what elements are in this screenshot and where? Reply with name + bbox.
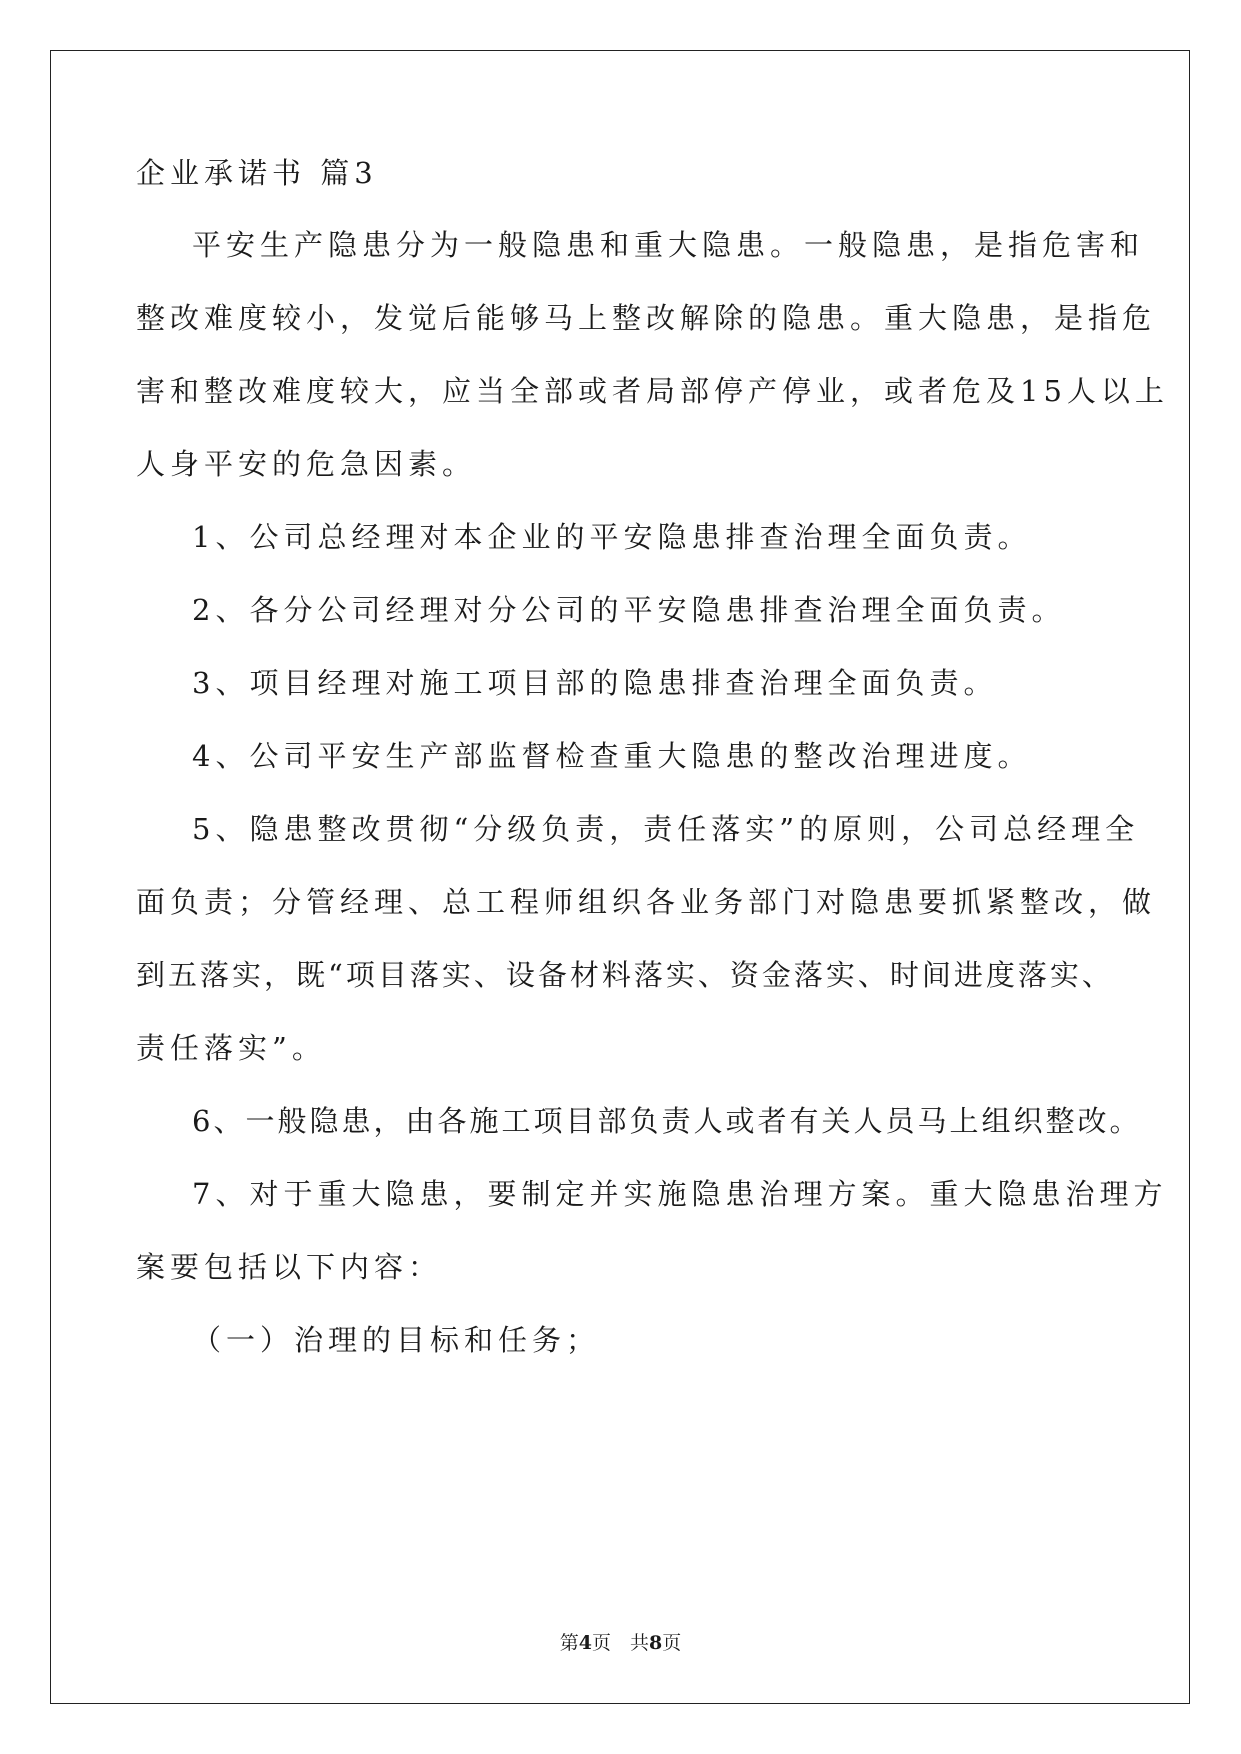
list-item: 2、各分公司经理对分公司的平安隐患排查治理全面负责。 xyxy=(192,593,1066,627)
paragraph-line: 整改难度较小，发觉后能够马上整改解除的隐患。重大隐患，是指危 xyxy=(136,301,1157,335)
footer-mid: 页 共 xyxy=(591,1632,649,1654)
list-item: 3、项目经理对施工项目部的隐患排查治理全面负责。 xyxy=(192,666,998,700)
footer-suffix: 页 xyxy=(662,1632,682,1654)
footer-prefix: 第 xyxy=(559,1632,579,1654)
document-heading: 企业承诺书 篇3 xyxy=(136,156,378,190)
sub-item: （一）治理的目标和任务； xyxy=(192,1323,601,1357)
paragraph-line: 面负责；分管经理、总工程师组织各业务部门对隐患要抓紧整改，做 xyxy=(136,885,1157,919)
list-item: 4、公司平安生产部监督检查重大隐患的整改治理进度。 xyxy=(192,739,1032,773)
paragraph-line: 到五落实，既“项目落实、设备材料落实、资金落实、时间进度落实、 xyxy=(136,958,1114,992)
paragraph-line: 人身平安的危急因素。 xyxy=(136,447,477,481)
list-item: 1、公司总经理对本企业的平安隐患排查治理全面负责。 xyxy=(192,520,1032,554)
total-page-number: 8 xyxy=(649,1632,663,1654)
list-item: 5、隐患整改贯彻“分级负责，责任落实”的原则，公司总经理全 xyxy=(192,812,1140,846)
list-item: 6、一般隐患，由各施工项目部负责人或者有关人员马上组织整改。 xyxy=(192,1104,1142,1138)
list-item: 7、对于重大隐患，要制定并实施隐患治理方案。重大隐患治理方 xyxy=(192,1177,1168,1211)
paragraph-line: 案要包括以下内容： xyxy=(136,1250,443,1284)
current-page-number: 4 xyxy=(578,1632,592,1654)
paragraph-line: 害和整改难度较大，应当全部或者局部停产停业，或者危及15人以上 xyxy=(136,374,1169,408)
paragraph-line: 平安生产隐患分为一般隐患和重大隐患。一般隐患，是指危害和 xyxy=(192,228,1145,262)
paragraph-line: 责任落实”。 xyxy=(136,1031,326,1065)
page-footer xyxy=(0,1628,1241,1655)
